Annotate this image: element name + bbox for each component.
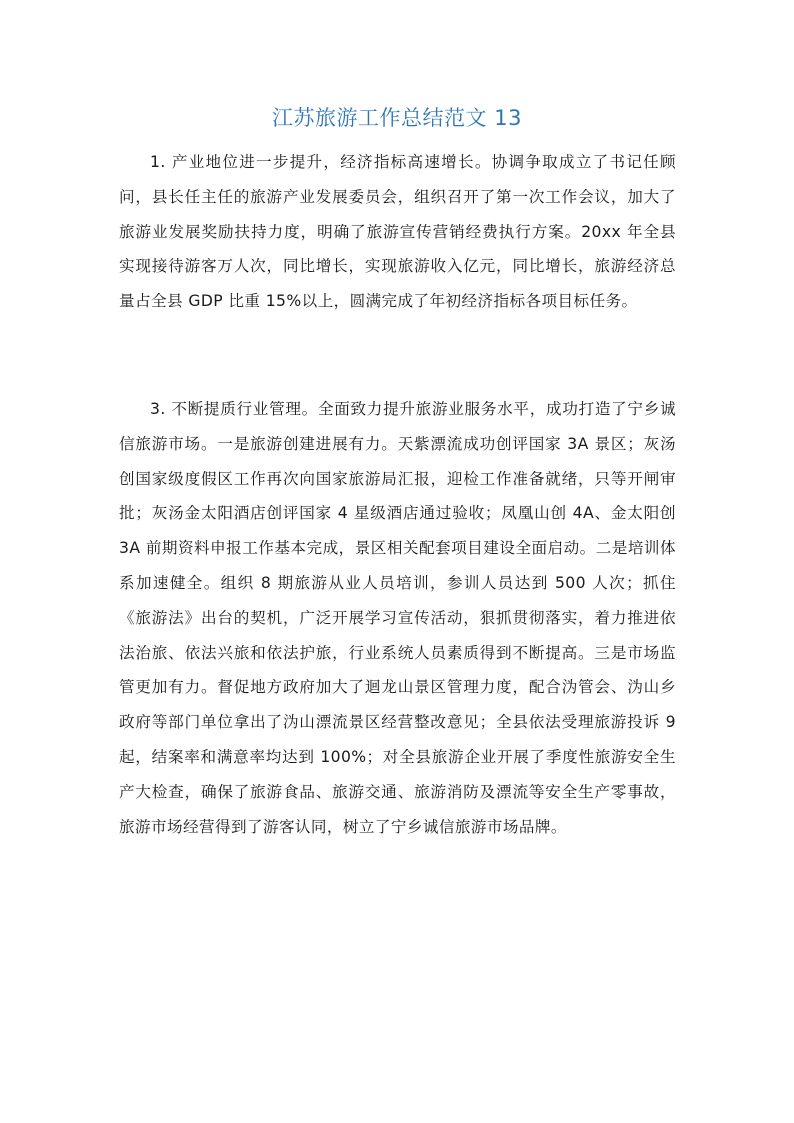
paragraph-industry-status: 1. 产业地位进一步提升，经济指标高速增长。协调争取成立了书记任顾问，县长任主任的旅游产业发展委员会，组织召开了第一次工作会议，加大了旅游业发展奖励扶持力度，明确了旅游宣传营销经费执行方案。20xx 年全县实现接待游客万人次，同比增长，实现旅游收入亿元，同比增长，旅游经济总量占全县 GDP 比重 15%以上，圆满完成了年初经济指标各项目标任务。 (119, 153, 676, 311)
document-title: 江苏旅游工作总结范文 13 (272, 106, 522, 130)
paragraph-industry-management: 3. 不断提质行业管理。全面致力提升旅游业服务水平，成功打造了宁乡诚信旅游市场。一是旅游创建进展有力。天紫漂流成功创评国家 3A 景区；灰汤创国家级度假区工作再次向国家旅游局汇报，迎检工作准备就绪，只等开闸审批；灰汤金太阳酒店创评国家 4 星级酒店通过验收；凤凰山创 4A、金太阳创 3A 前期资料申报工作基本完成，景区相关配套项目建设全面启动。二是培训体系加速健全。组织 8 期旅游从业人员培训，参训人员达到 500 人次；抓住《旅游法》出台的契机，广泛开展学习宣传活动，狠抓贯彻落实，着力推进依法治旅、依法兴旅和依法护旅，行业系统人员素质得到不断提高。三是市场监管更加有力。督促地方政府加大了迴龙山景区管理力度，配合沩管会、沩山乡政府等部门单位拿出了沩山漂流景区经营整改意见；全县依法受理旅游投诉 9 起，结案率和满意率均达到 100%；对全县旅游企业开展了季度性旅游安全生产大检查，确保了旅游食品、旅游交通、旅游消防及漂流等安全生产零事故，旅游市场经营得到了游客认同，树立了宁乡诚信旅游市场品牌。 (119, 400, 676, 836)
